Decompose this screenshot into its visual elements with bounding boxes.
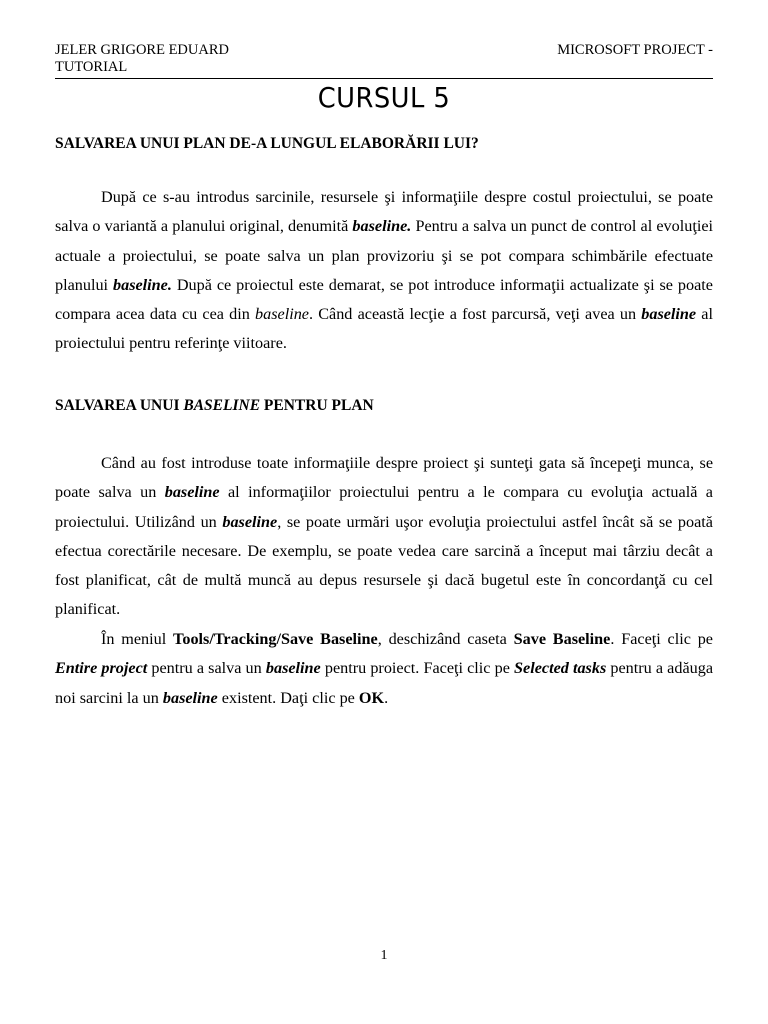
text-run: , deschizând caseta (377, 630, 514, 648)
paragraph-3 (55, 625, 713, 713)
text-run: Save Baseline (513, 630, 611, 648)
section-heading-1: SALVAREA UNUI PLAN DE-A LUNGUL ELABORĂRII LUI? (55, 135, 479, 152)
text-run: baseline (222, 512, 278, 531)
paragraph-1 (55, 183, 713, 359)
text-run: BASELINE (183, 397, 261, 414)
text-run: baseline (162, 688, 218, 707)
text-run: , se poate urmări uşor evoluţia proiectului astfel încât să se poată efectua corectările necesare. De exemplu, se poate vedea care sarcină a început mai târziu decât a fost planificat, cât de multă muncă au depus resursele şi dacă bugetul este în concordanţă cu cel planificat. (55, 512, 713, 619)
text-run: În meniul (101, 630, 174, 648)
text-run: Entire project (55, 659, 148, 678)
page-header (55, 42, 713, 79)
text-run: Pentru a salva un punct de control al evoluţiei actuale a proiectului, se poate salva un plan provizoriu şi se pot compara schimbările efectuate planului (55, 217, 714, 294)
text-run: Când au fost introduse toate informaţiile despre proiect şi sunteţi gata să începeţi munca, se poate salva un (55, 454, 713, 502)
header-course-continued: TUTORIAL (55, 59, 128, 75)
header-author: JELER GRIGORE EDUARD (55, 42, 229, 58)
text-run: PENTRU PLAN (260, 397, 374, 414)
text-run: pentru a adăuga noi sarcini la un (55, 659, 714, 707)
text-run: al proiectului pentru referinţe viitoare. (55, 305, 713, 353)
page-number: 1 (380, 948, 388, 963)
text-run: După ce proiectul este demarat, se pot introduce informaţii actualizate şi se poate compara acea data cu cea din (55, 275, 713, 324)
text-run: pentru a salva un (147, 659, 266, 678)
header-course: MICROSOFT PROJECT - (557, 42, 713, 58)
text-run: baseline. (352, 217, 412, 236)
text-run: Selected tasks (514, 659, 607, 678)
text-run: OK (358, 688, 385, 707)
paragraph-2 (55, 449, 713, 625)
text-run: După ce s-au introdus sarcinile, resursele şi informaţiile despre costul proiectului, se poate salva o variantă a planului original, denumită (55, 188, 713, 236)
text-run: baseline (164, 483, 220, 502)
text-run: baseline (641, 305, 697, 324)
text-run: pentru proiect. Faceţi clic pe (320, 659, 515, 678)
section-heading-2 (55, 396, 713, 416)
text-run: . Când această lecţie a fost parcursă, veţi avea un (309, 305, 642, 324)
text-run: baseline (255, 305, 309, 324)
text-run: baseline (265, 659, 321, 678)
page-title: CURSUL 5 (317, 81, 451, 114)
text-run: existent. Daţi clic pe (217, 688, 359, 707)
text-run: SALVAREA UNUI (55, 397, 184, 414)
text-run: Tools/Tracking/Save Baseline (173, 630, 378, 648)
text-run: . Faceţi clic pe (610, 630, 713, 648)
text-run: al informaţiilor proiectului pentru a le compara cu evoluţia actuală a proiectului. Utilizând un (55, 483, 713, 531)
text-run: . (384, 688, 389, 707)
text-run: baseline. (113, 275, 172, 294)
